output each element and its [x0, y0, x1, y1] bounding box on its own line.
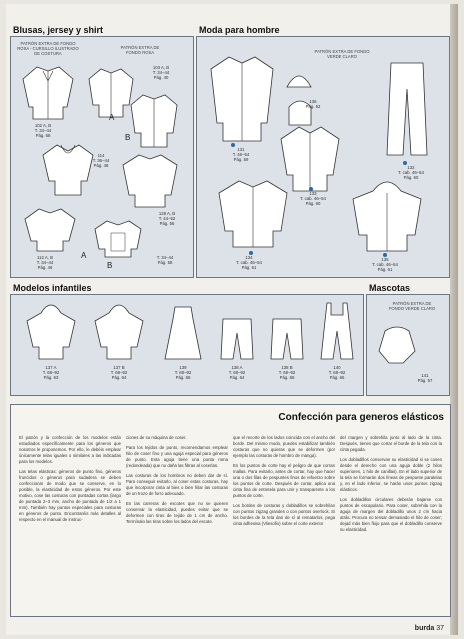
letter-b-1: B	[125, 133, 131, 142]
article-paragraph: Los dobladillos conservan su elasticidad si se cosen desde el derecho con una aguja doble (2 hilos superiores, 1 hilo de canillas). En el lado superior de la tela se formarán dos líneas de pespunte paralelas y, en el lado inferior, se harán unos puntos zigzag elásticos.	[340, 457, 442, 492]
label-114-page: Pág. 48	[93, 163, 109, 168]
label-102-tallas: T. 34–44	[34, 128, 52, 133]
label-132-code: 132	[407, 165, 415, 170]
label-114-code: 114	[97, 153, 105, 158]
label-138a-code: 138 A	[231, 365, 243, 370]
label-138b-tallas: T. 68–92	[278, 370, 296, 375]
article-paragraph: Las telas elásticas: géneros de punto fino, géneros fruncidos o géneros para sudadera se deben confeccionar de modo que se conserve, en lo posible, la elasticidad de estos géneros. Por este motivo, cose las costuras con puntadas cortas (largo de puntada 2–3 mm, ancho de puntada de 1/2 a 1 mm). También hay puntos especiales para costuras en géneros de punto. Encontraréis más detalles al respecto en el manual de instruc-	[19, 469, 121, 522]
label-103-code: 103 A, B	[152, 65, 170, 70]
label-128-tallas: T. 44–52	[158, 216, 176, 221]
blusas-note-1: PATRÓN EXTRA DE FONDO ROSA - CURSILLO ILUSTRADO DE COSTURA	[17, 41, 79, 56]
label-jersey-page: Pág. 58	[157, 260, 173, 265]
label-133-code: 133	[309, 191, 317, 196]
jersey-drawing	[91, 217, 145, 259]
label-114-tallas: T. 36–44	[92, 158, 110, 163]
label-139-tallas: T. 68–92	[174, 370, 192, 375]
article-paragraph: que el recorte de los lados coincida con el ancho del borde. Del mismo modo, puedes estabilizar también costuras que no quieras que se deformen (por ejemplo las costuras de hombro de manga).	[233, 435, 335, 458]
label-131-page: Pág. 59	[233, 157, 249, 162]
label-131-tallas: T. 46–54	[232, 152, 250, 157]
article-paragraph: del margen y sobrehila junto al lado de la cinta. Después, tienes que cortar el borde de la tela con la cinta pegada.	[340, 435, 442, 452]
brand-logo: burda	[414, 625, 435, 632]
kids-jacket-137b	[91, 299, 147, 361]
label-102-code: 102 A, B	[34, 123, 52, 128]
article-paragraph: En los puntos de corte hay el peligro de que corran mallas. Para evitarlo, antes de cortar, hay que hacer una o dos filas de pespuntes finos de refuerzo sobre los puntos de corte. Después de cortar, aplica una cinta fina de entretela para unir y transparente a los puntos de corte.	[233, 463, 335, 498]
kids-pants-138b	[267, 315, 307, 361]
label-137b-code: 137 B	[113, 365, 125, 370]
label-134-tallas: T. cab. 46–54	[236, 260, 262, 265]
page-binding	[450, 4, 458, 635]
blusas-note-2: PATRÓN EXTRA DE FONDO ROSA	[120, 45, 160, 55]
page-number: 37	[436, 625, 444, 632]
hombre-title: Moda para hombre	[199, 25, 280, 35]
label-138b-page: Pág. 65	[279, 375, 295, 380]
letter-a-1: A	[109, 113, 115, 122]
blusas-title: Blusas, jersey y shirt	[13, 25, 104, 35]
article-paragraph: Las costuras de los hombros no deben dar de sí. Para conseguir evitarlo, al coser estas costuras, hay que incorporar cinta al bies o bien hilar las costuras de un trozo de forro adecuado.	[126, 473, 228, 496]
kids-jacket-137a	[23, 299, 79, 361]
label-134-page: Pág. 61	[241, 265, 257, 270]
label-112-tallas: T. 34–44	[36, 260, 54, 265]
label-134-code: 134	[245, 255, 253, 260]
label-138b-code: 138 B	[281, 365, 293, 370]
label-102-page: Pág. 68	[35, 133, 51, 138]
label-128-code: 128 A, B	[158, 211, 176, 216]
label-140-code: 140	[333, 365, 341, 370]
letter-a-2: A	[81, 251, 87, 260]
label-138a-page: Pág. 64	[229, 375, 245, 380]
label-131-code: 131	[237, 147, 245, 152]
label-112-code: 112 A, B	[37, 255, 53, 260]
label-137b-tallas: T. 68–92	[110, 370, 128, 375]
label-112-page: Pág. 46	[37, 265, 53, 270]
label-jersey-tallas: T. 34–44	[156, 255, 174, 260]
article-column-4	[340, 435, 442, 537]
label-103-tallas: T. 34–44	[152, 70, 170, 75]
kids-dress-139	[161, 303, 205, 361]
blouse-drawing-103b	[127, 91, 181, 149]
jacket-drawing-134	[215, 177, 291, 249]
blusas-panel	[10, 25, 194, 278]
article-panel	[10, 404, 451, 617]
label-141-page: Pág. 57	[417, 378, 433, 383]
article-paragraph: ciones de su máquina de coser.	[126, 435, 187, 440]
label-137a-code: 137 A	[45, 365, 57, 370]
label-135-tallas: T. cab. 46–54	[372, 262, 398, 267]
label-141-code: 141	[421, 373, 429, 378]
label-136-code: 136	[309, 99, 317, 104]
article-columns	[19, 435, 442, 537]
article-paragraph: Los bordes de costuras y dobladillos se sobrehilan con puntos zigzag grandes o con puntos overlock. Si los bordes de la tela dan de sí al rematarlos, pega cinta adhesiva (Vliesofix) sobre el corte exterior	[233, 503, 335, 526]
letter-b-2: B	[107, 261, 113, 270]
label-132-tallas: T. cab. 46–54	[398, 170, 424, 175]
jacket-drawing-131	[207, 53, 277, 145]
hombre-panel	[196, 25, 450, 278]
mascotas-note: PATRÓN EXTRA DE FONDO VERDE CLARO	[388, 301, 436, 311]
article-paragraph: El patrón y la confección de los modelos están estudiados específicamente para los géneros que nosotros le proponemos. Por ello, le debéis emplear únicamente telas iguales o similares a las indicadas para los modelos.	[19, 435, 121, 464]
article-column-2	[126, 435, 228, 537]
label-139-page: Pág. 65	[175, 375, 191, 380]
article-title: Confección para generos elásticos	[278, 412, 444, 423]
label-137a-tallas: T. 68–92	[42, 370, 60, 375]
pet-coat-drawing-141	[375, 323, 419, 367]
label-137a-page: Pág. 63	[43, 375, 59, 380]
mascotas-title: Mascotas	[369, 283, 411, 293]
mascotas-panel	[366, 283, 450, 396]
label-135-page: Pág. 61	[377, 267, 393, 272]
label-137b-page: Pág. 64	[111, 375, 127, 380]
label-140-page: Pág. 66	[329, 375, 345, 380]
label-135-code: 135	[381, 257, 389, 262]
label-136-page: Pág. 62	[305, 104, 321, 109]
article-column-1	[19, 435, 121, 537]
label-133-tallas: T. cab. 46–54	[300, 196, 326, 201]
page-footer	[415, 625, 444, 632]
kids-overall-140	[317, 299, 357, 361]
hombre-note: PATRÓN EXTRA DE FONDO VERDE CLARO	[314, 49, 370, 59]
label-128-page: Pág. 56	[159, 221, 175, 226]
blouse-drawing-102	[17, 63, 79, 121]
label-138a-tallas: T. 68–92	[228, 370, 246, 375]
article-column-3	[233, 435, 335, 537]
article-paragraph: Para los tejidos de punto, recomendamos emplear hilo de coser fino y una aguja especial para géneros de punto. Esta aguja tiene una punta roma (redondeada) que no daña las fibras al coserlas.	[126, 445, 228, 468]
label-139-code: 139	[179, 365, 187, 370]
hoodie-drawing-135	[347, 177, 427, 253]
blouse-drawing-114	[39, 141, 97, 197]
magazine-page	[6, 4, 458, 635]
hat-drawing-136	[283, 65, 315, 91]
infantiles-panel	[10, 283, 364, 396]
label-133-page: Pág. 60	[305, 201, 321, 206]
kids-pants-138a	[217, 315, 257, 361]
trousers-drawing-132	[383, 59, 431, 159]
label-103-page: Pág. 40	[153, 75, 169, 80]
blouse-drawing-112	[21, 205, 79, 253]
shirt-drawing-128	[119, 151, 181, 209]
label-140-tallas: T. 68–92	[328, 370, 346, 375]
label-132-page: Pág. 60	[403, 175, 419, 180]
infantiles-title: Modelos infantiles	[13, 283, 92, 293]
article-paragraph: Los dobladillos circulares deberán bajarse con puntos de escapulario. Para coser, sobrehila con la aguja de margen del dobladillo unos 2 cm hacia atrás. Procura no tensar demasiado el hilo de coser; dejad más bien flojo para que el dobladillo conserve su elasticidad.	[340, 497, 442, 532]
article-paragraph: En las carreras de escotes que no se quieren conservar la elasticidad, puedes evitar que se deformen con tiras de tejido de 1 cm de ancho. Termínalo las tiras sobre los lados del escote.	[126, 501, 228, 524]
